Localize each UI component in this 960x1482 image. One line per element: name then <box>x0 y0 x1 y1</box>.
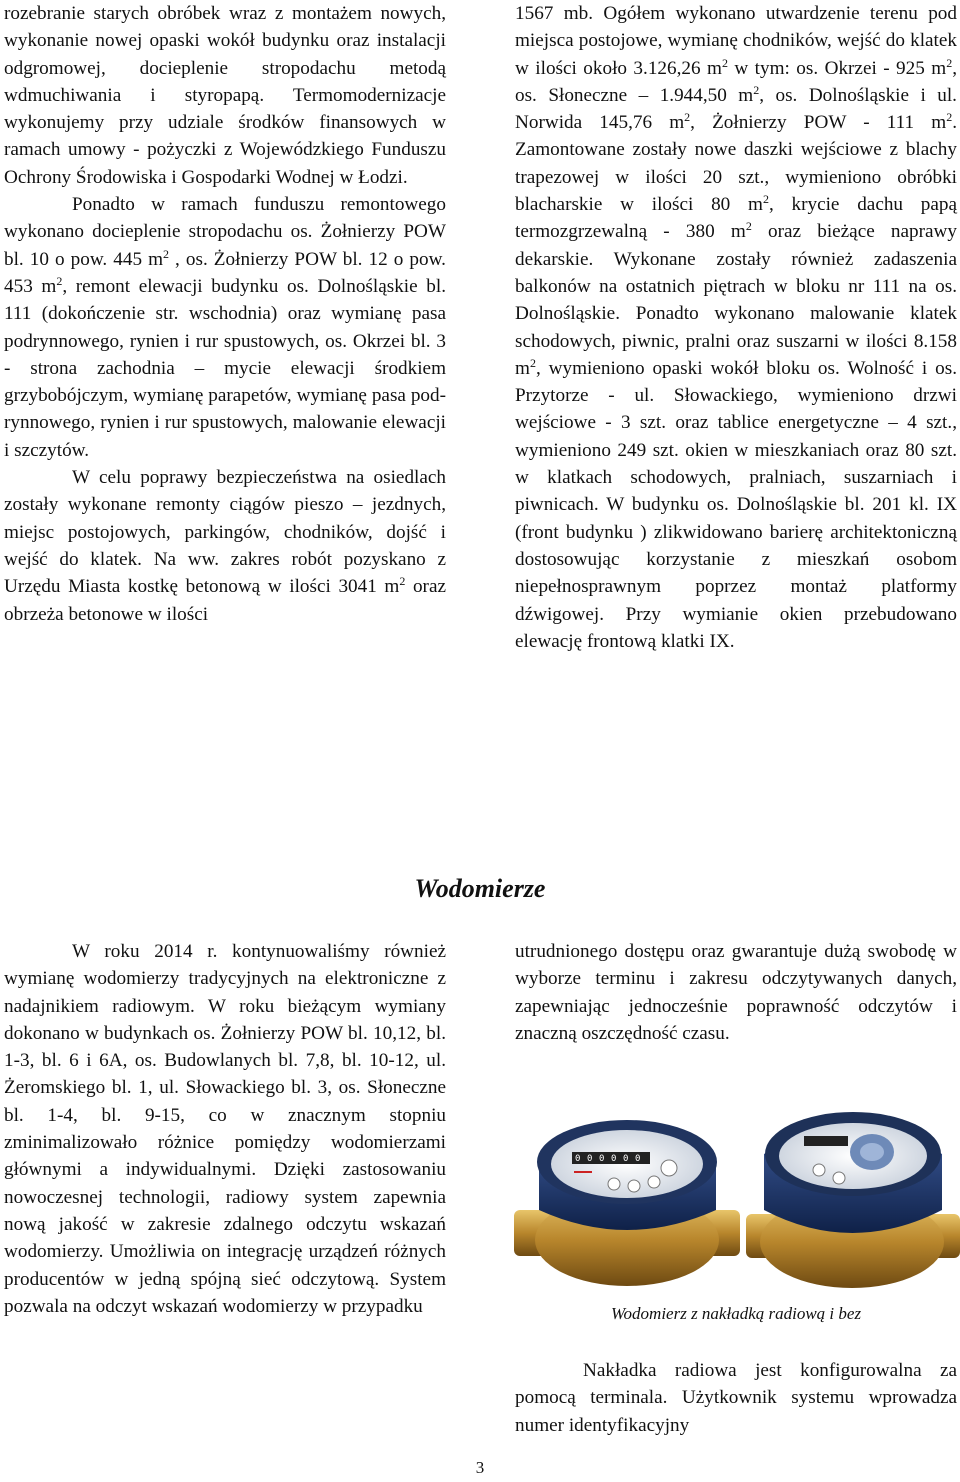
paragraph-water-meters: W roku 2014 r. kontynuowaliśmy również wymianę wodomierzy tradycyjnych na elektroniczne z nadajnikiem radiowym. W roku bieżącym wymiany dokonano w budynkach os. Żołnierzy POW bl. 10,12, bl. 1-3, bl. 6 i 6A, os. Budowlanych bl. 7,8, bl. 10-12, ul. Żeromskiego bl. 1, ul. Słowackiego bl. 3, os. Słoneczne bl. 1-4, bl. 9-15, co w znacznym stopniu zminimalizowało różnice pomiędzy wodomierzami głównymi a indywidualnymi. Dzięki zastosowaniu nowoczesnej technologii, radiowy system zapewnia nową jakość w zakresie zdalnego odczytu wskazań wodomierzy. Umożliwia on integrację urządzeń różnych producentów w jedną spójną sieć odczytową. System pozwala na odczyt wskazań wodomierzy w przypadku <box>4 941 446 1317</box>
svg-text:0: 0 <box>575 1154 581 1164</box>
paragraph-radio-overlay: Nakładka radiowa jest konfigurowalna za pomocą terminala. Użytkownik systemu wprowadza numer identyfikacyjny <box>515 1360 957 1436</box>
meter-left <box>514 1120 740 1286</box>
column-top-right <box>515 0 957 655</box>
column-bottom-left <box>4 938 446 1320</box>
svg-text:0: 0 <box>623 1154 629 1164</box>
page-number: 3 <box>475 1458 485 1477</box>
column-bottom-right-continued <box>515 1357 957 1439</box>
svg-text:0: 0 <box>635 1154 641 1164</box>
column-top-left <box>4 0 446 628</box>
svg-text:0: 0 <box>587 1154 593 1164</box>
paragraph-safety: W celu poprawy bezpieczeństwa na osiedlach zostały wykonane remonty ciągów pieszo – jezdnych, miejsc postojowych, parkingów, chodników, dojść i wejść do klatek. Na ww. zakres robót pozyskano z Urzędu Miasta kostkę betonową w ilości 3041 $m^2$ oraz obrzeża betonowe w ilości <box>4 467 446 625</box>
svg-text:0: 0 <box>611 1154 617 1164</box>
meter-right <box>746 1112 960 1288</box>
paragraph-remote-reading: utrudnionego dostępu oraz gwarantuje dużą swobodę w wyborze terminu i zakresu odczytywanych danych, zapewniając jednocześnie poprawność odczytów i znaczną oszczędność czasu. <box>515 941 957 1044</box>
paragraph-thermomodernization: rozebranie starych obróbek wraz z montażem nowych, wykonanie nowej opaski wokół budynku oraz instalacji odgromowej, docieplenie stropodachu metodą wdmuchiwania i styropapą. Termomodernizacje wykonujemy przy udziale środków finansowych w ramach umowy - pożyczki z Wojewódzkiego Funduszu Ochrony Środowiska i Gospodarki Wodnej w Łodzi. <box>4 3 446 188</box>
water-meter-photo <box>514 1090 960 1294</box>
paragraph-paving-works: 1567 mb. Ogółem wykonano utwardzenie terenu pod miejsca postojowe, wymianę chodników, wejść do klatek w ilości około 3.126,26 $m^2$ w tym: os. Okrzei - 925 $m^2$, os. Słoneczne – 1.944,50 $m^2$, os. Dolnośląskie i ul. Norwida 145,76 $m^2$, Żołnierzy POW - 111 $m^2$. Zamontowane zostały nowe daszki wejściowe z blachy trapezowej w ilości 20 szt., wymieniono obróbki blacharskie w ilości 80 $m^2$, krycie dachu papą termozgrzewalną - 380 $m^2$ oraz bieżące naprawy dekarskie. Wykonane zostały również zadaszenia balkonów na ostatnich piętrach w bloku nr 111 na os. Dolnośląskie. Ponadto wykonano malowanie klatek schodowych, piwnic, pralni oraz suszarni w ilości 8.158 $m^2$, wymieniono opaski wokół bloku os. Wolność i os. Przytorze - ul. Słowackiego, wymieniono drzwi wejściowe - 3 szt. oraz tablice energetyczne – 4 szt., wymieniono 249 szt. okien w mieszkaniach oraz 80 szt. w klatkach schodowych, pralniach, suszarniach i piwnicach. W budynku os. Dolnośląskie bl. 201 kl. IX (front budynku ) zlikwidowano barierę architektoniczną dostosowując korzystanie z mieszkań osobom niepełnosprawnym poprzez montaż platformy dźwigowej. Przy wymianie okien przebudowano elewację frontową klatki IX. <box>515 3 958 652</box>
paragraph-renovation-fund: Ponadto w ramach funduszu remontowego wykonano docieplenie stropodachu os. Żołnierzy POW bl. 10 o pow. 445 $m^2$ , os. Żołnierzy POW bl. 12 o pow. 453 $m^2$, remont elewacji budynku os. Dolnośląskie bl. 111 (dokończenie str. wschodnia) oraz wymianę pasa podrynnowego, rynien i rur spustowych, os. Okrzei bl. 3 - strona zachodnia – mycie elewacji środkiem grzybobójczym, wymianę parapetów, wymianę pasa pod-rynnowego, rynien i rur spustowych, malowanie elewacji i szczytów. <box>4 194 446 461</box>
photo-caption: Wodomierz z nakładką radiową i bez <box>610 1304 862 1323</box>
svg-text:0: 0 <box>599 1154 605 1164</box>
column-bottom-right <box>515 938 957 1047</box>
section-title: Wodomierze <box>414 874 546 903</box>
